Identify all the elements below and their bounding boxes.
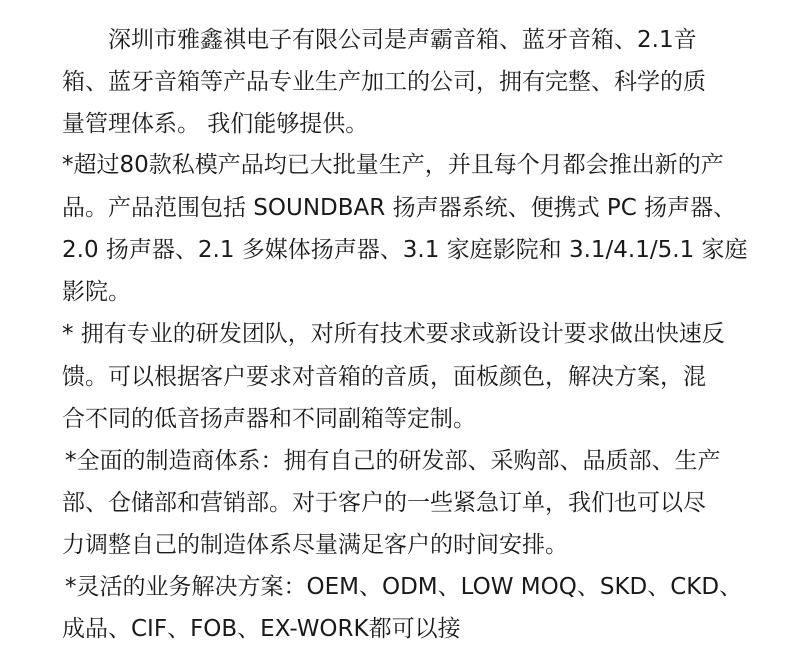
bullet-manufacturer-line-2: 部、仓储部和营销部。对于客户的一些紧急订单，我们也可以尽 (62, 490, 706, 516)
bullet-manufacturer-line-1: *全面的制造商体系：拥有自己的研发部、采购部、品质部、生产 (65, 448, 721, 474)
bullet-models-line-4: 影院。 (62, 279, 131, 305)
bullet-models-line-3: 2.0 扬声器、2.1 多媒体扬声器、3.1 家庭影院和 3.1/4.1/5.1 家庭 (62, 237, 748, 263)
bullet-rnd-line-2: 馈。可以根据客户要求对音箱的音质，面板颜色，解决方案，混 (62, 364, 706, 390)
bullet-models-line-2: 品。产品范围包括 SOUNDBAR 扬声器系统、便携式 PC 扬声器、 (62, 195, 737, 221)
bullet-models-line-1: *超过80款私模产品均已大批量生产，并且每个月都会推出新的产 (62, 152, 724, 178)
paragraph-intro-line-2: 箱、蓝牙音箱等产品专业生产加工的公司，拥有完整、科学的质 (62, 69, 706, 95)
bullet-business-line-1: *灵活的业务解决方案：OEM、ODM、LOW MOQ、SKD、CKD、 (65, 574, 743, 600)
paragraph-intro-line-1: 深圳市雅鑫祺电子有限公司是声霸音箱、蓝牙音箱、2.1音 (108, 27, 697, 53)
bullet-manufacturer-line-3: 力调整自己的制造体系尽量满足客户的时间安排。 (62, 532, 568, 558)
paragraph-intro-line-3: 量管理体系。 我们能够提供。 (62, 111, 369, 137)
bullet-rnd-line-1: * 拥有专业的研发团队，对所有技术要求或新设计要求做出快速反 (62, 321, 725, 347)
bullet-rnd-line-3: 合不同的低音扬声器和不同副箱等定制。 (62, 406, 476, 432)
bullet-business-line-2: 成品、CIF、FOB、EX-WORK都可以接 (62, 616, 461, 642)
